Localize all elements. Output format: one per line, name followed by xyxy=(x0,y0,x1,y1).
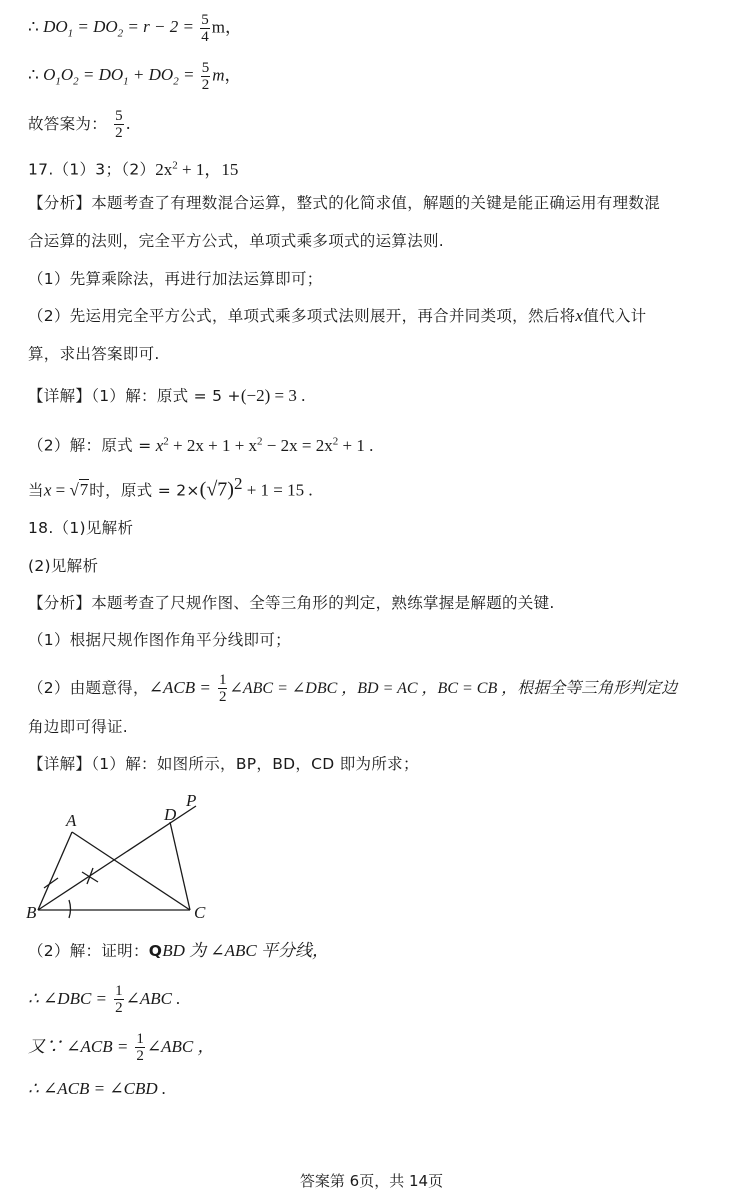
q17-analysis-p1: （1）先算乘除法，再进行加法运算即可； xyxy=(28,270,323,288)
answer-fraction: $\frac{5}{2}$ xyxy=(115,108,123,141)
fraction-5-4: $\frac{5}{4}$ xyxy=(201,12,209,45)
q17-detail-2: （2）解：原式 = $x^2 + 2x + 1 + x^2 - 2x = 2x^2 + 1$ . xyxy=(28,435,374,455)
page-footer: 答案第 6页，共 14页 xyxy=(299,1172,444,1190)
q18-detail-2: （2）解：证明：QBD 为 ∠ABC 平分线， xyxy=(28,941,330,960)
q18-answer-2: (2)见解析 xyxy=(28,557,99,575)
q17-analysis-p2: （2）先运用完全平方公式，单项式乘多项式法则展开，再合并同类项，然后将x值代入计 xyxy=(28,306,647,325)
label-A: A xyxy=(66,811,77,830)
segment-AC xyxy=(72,832,190,910)
eq-o1o2-length: ∴ $O_1O_2 = DO_1 + DO_2$ = $\frac{5}{2}$ m， xyxy=(28,60,242,93)
eq-do-lengths: ∴ $DO_1 = DO_2 = r - 2$ = $\frac{5}{4}$ m， xyxy=(28,12,242,45)
q17-answer: 17.（1）3；$(2)2x^2 + 1$，15 xyxy=(28,159,239,179)
q18-detail-1: 【详解】（1）解：如图所示，BP，BD，CD 即为所求； xyxy=(28,755,419,773)
arc-mark-bc xyxy=(69,900,71,918)
construction-figure xyxy=(24,786,224,926)
fraction-1-2-c: $\frac{1}{2}$ xyxy=(136,1031,144,1064)
q17-analysis-p2-end: 算，求出答案即可. xyxy=(28,345,160,363)
q18-analysis: 【分析】本题考查了尺规作图、全等三角形的判定，熟练掌握是解题的关键. xyxy=(28,594,555,612)
q18-detail-5: ∴ ∠ACB = ∠CBD . xyxy=(28,1079,167,1098)
q18-detail-4: 又∵ ∠ACB = $\frac{1}{2}$ ∠ABC ， xyxy=(28,1031,215,1064)
q18-analysis-p1: （1）根据尺规作图作角平分线即可； xyxy=(28,631,291,649)
cross-mark xyxy=(82,868,98,884)
q18-detail-3: ∴ ∠DBC = $\frac{1}{2}$ ∠ABC . xyxy=(28,983,181,1016)
q18-analysis-p2: （2）由题意得，∠ACB = $\frac{1}{2}$ ∠ABC = ∠DBC ，BD = AC ，BC = CB ，根据全等三角形判定边 xyxy=(28,672,678,705)
q17-detail-1: 【详解】（1）解：原式 = 5 +(−2) = 3 . xyxy=(28,386,306,405)
fraction-1-2-b: $\frac{1}{2}$ xyxy=(115,983,123,1016)
answer-line: 故答案为： $\frac{5}{2}$ . xyxy=(28,108,131,141)
fraction-5-2: $\frac{5}{2}$ xyxy=(201,60,210,93)
q17-analysis-line1: 【分析】本题考查了有理数混合运算，整式的化简求值，解题的关键是能正确运用有理数混 xyxy=(28,194,661,212)
label-P: P xyxy=(186,791,197,810)
q17-detail-3: 当x = √7时，原式 = $2\times(√7)^2 + 1 = 15$ . xyxy=(28,474,313,501)
label-C: C xyxy=(194,903,206,922)
segment-DC xyxy=(170,822,190,910)
q17-analysis-line2: 合运算的法则，完全平方公式，单项式乘多项式的运算法则. xyxy=(28,232,445,250)
fraction-1-2: $\frac{1}{2}$ xyxy=(218,672,227,705)
q18-analysis-p2-end: 角边即可得证. xyxy=(28,718,129,736)
q18-answer-1: 18.（1)见解析 xyxy=(28,519,134,537)
label-D: D xyxy=(164,805,177,824)
label-B: B xyxy=(26,903,37,922)
